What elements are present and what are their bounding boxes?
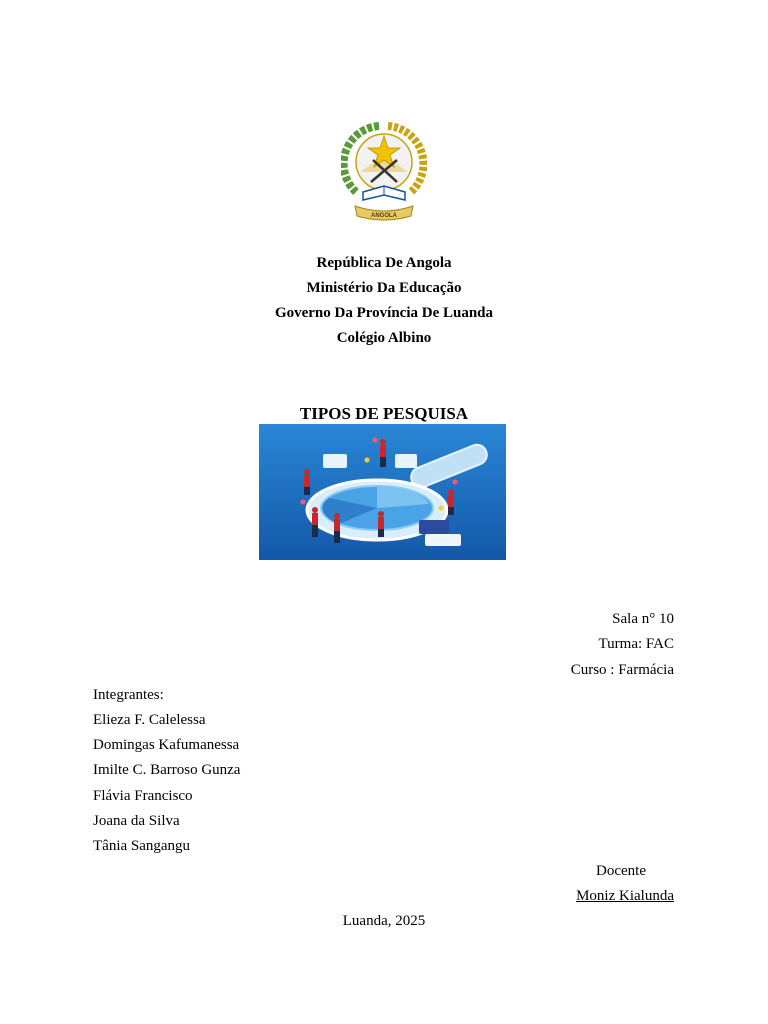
member-name: Domingas Kafumanessa: [93, 737, 240, 753]
member-name: Tânia Sangangu: [93, 838, 191, 854]
province-government: Governo Da Província De Luanda: [274, 305, 494, 321]
place-and-year: Luanda, 2025: [342, 913, 426, 929]
teacher-name: Moniz Kialunda: [576, 888, 674, 904]
course-name: Curso : Farmácia: [570, 662, 674, 678]
school-name: Colégio Albino: [336, 330, 432, 346]
ministry-name: Ministério Da Educação: [306, 280, 462, 296]
document-title: TIPOS DE PESQUISA: [299, 404, 469, 423]
coat-of-arms-emblem: [341, 120, 427, 224]
research-illustration: [259, 424, 506, 560]
country-name: República De Angola: [316, 255, 452, 271]
class-code: Turma: FAC: [598, 636, 674, 652]
emblem-banner-text: ANGOLA: [371, 213, 397, 219]
room-number: Sala n° 10: [612, 611, 674, 627]
member-name: Joana da Silva: [93, 813, 180, 829]
teacher-label: Docente: [596, 863, 646, 879]
member-name: Imilte C. Barroso Gunza: [93, 762, 241, 778]
member-name: Elieza F. Calelessa: [93, 712, 206, 728]
members-label: Integrantes:: [93, 687, 164, 703]
member-name: Flávia Francisco: [93, 788, 193, 804]
